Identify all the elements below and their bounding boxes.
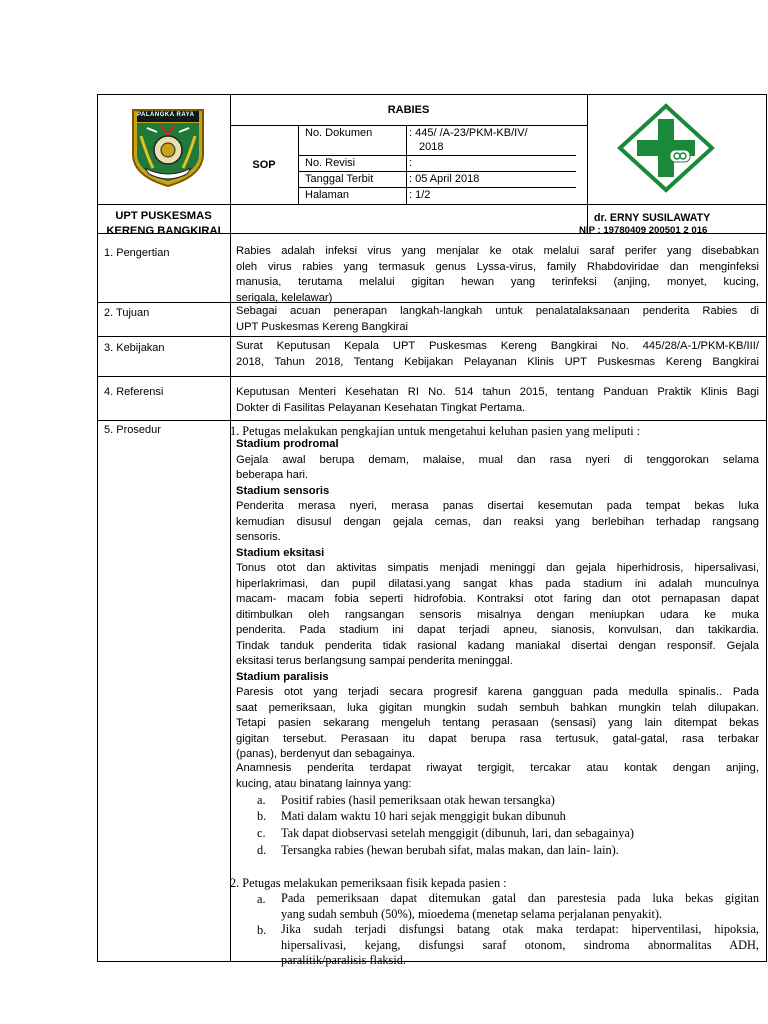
meta-value-no-revisi: : (409, 157, 413, 169)
pengertian-text (236, 244, 759, 306)
section-label-pengertian: 1. Pengertian (104, 247, 170, 259)
text-line: macam- macam fobia seperti hidrofobia. Kontraksi otot faring dan otot pernapasan dapat (236, 593, 759, 605)
text-line: oleh virus rabies yang termasuk genus Lyssa-virus, family Rhabdoviridae dan menginfeksi (236, 260, 759, 273)
list-item: Mati dalam waktu 10 hari sejak menggigit bukan dibunuh (281, 809, 566, 823)
divider (97, 204, 767, 205)
text-line: Sebagai acuan penerapan langkah-langkah untuk penalatalaksanaan penderita Rabies di (236, 305, 759, 317)
kebijakan-text (236, 339, 759, 370)
text-line: penderita. Pada stadium ini dapat terjadi apneu, sianosis, konvulsan, dan takikardia. (236, 624, 759, 636)
divider (406, 125, 407, 204)
org-name-line1: UPT PUSKESMAS (115, 210, 212, 222)
section-label-prosedur: 5. Prosedur (104, 424, 161, 436)
section-label-kebijakan: 3. Kebijakan (104, 342, 165, 354)
section-label-referensi: 4. Referensi (104, 386, 164, 398)
text-line: (panas), berdenyut dan sebagainya. (236, 748, 416, 760)
divider (230, 233, 231, 962)
logo-caption: PALANGKA RAYA (137, 112, 195, 118)
text-line: manusia, terutama melalui gigitan hewan yang terinfeksi (anjing, monyet, kucing, (236, 276, 759, 288)
meta-label-no-revisi: No. Revisi (305, 157, 356, 169)
list-marker: a. (257, 793, 266, 807)
text-line: Pada pemeriksaan dapat ditemukan gatal dan parestesia pada luka bekas gigitan (281, 891, 759, 905)
divider (298, 125, 299, 204)
sop-document (97, 94, 767, 967)
puskesmas-logo (617, 103, 715, 193)
text-line: beberapa hari. (236, 469, 309, 481)
list-item: Tersangka rabies (hewan berubah sifat, malas makan, dan lain- lain). (281, 843, 619, 857)
text-line: UPT Puskesmas Kereng Bangkirai (236, 320, 409, 333)
text-line: Anamnesis penderita terdapat riwayat tergigit, tercakar atau kontak dengan anjing, (236, 762, 759, 774)
text-line: yang sudah sembuh (50%), mioedema (menetap selama perjalanan penyakit). (281, 906, 663, 921)
text-line: Tetapi pasien sekarang mengeluh tentang perasaan (sensasi) yang lain ditempat bekas (236, 717, 759, 729)
divider (97, 336, 767, 337)
signer-nip: NIP : 19780409 200501 2 016 (579, 225, 708, 236)
step2-b-text (281, 922, 759, 969)
referensi-text (236, 385, 759, 416)
org-name-line2: KERENG BANGKIRAI (106, 225, 221, 237)
signer-name: dr. ERNY SUSILAWATY (594, 212, 711, 224)
text-line: hiperlakrimasi, dan pupil dilatasi.yang sangat khas pada stadium ini adalah munculnya (236, 577, 759, 590)
text-line: eksitasi terus berlangsung sampai penderita meninggal. (236, 655, 513, 667)
stadium-sensoris-title: Stadium sensoris (236, 484, 330, 497)
sop-label: SOP (252, 159, 276, 171)
list-marker: d. (257, 843, 267, 857)
list-marker: b. (257, 809, 267, 823)
divider (97, 420, 767, 421)
meta-value-halaman: : 1/2 (409, 189, 431, 201)
text-line: kucing, atau binatang lainnya yang: (236, 777, 412, 790)
divider (97, 376, 767, 377)
meta-value-no-dokumen: : 445/ /A-23/PKM-KB/IV/ (409, 127, 528, 139)
text-line: Surat Keputusan Kepala UPT Puskesmas Kereng Bangkirai No. 445/28/A-1/PKM-KB/III/ (236, 340, 759, 352)
step2-a-text (281, 891, 759, 922)
prosedur-stadium-text (236, 437, 759, 763)
text-line: hipersalivasi, kejang, disfungsi saraf otonom, sindroma abnormalitas ADH, (281, 937, 759, 952)
text-line: Tindak tanduk penderita tidak rasional kadang maniakal disertai dengan responsif. Gejala (236, 639, 759, 652)
text-line: Dokter di Fasilitas Pelayanan Kesehatan Tingkat Pertama. (236, 401, 526, 414)
text-line: Gejala awal berupa demam, malaise, mual dan rasa nyeri di tenggorokan selama (236, 453, 759, 466)
list-marker: a. (257, 892, 266, 906)
section-label-tujuan: 2. Tujuan (104, 307, 150, 319)
text-line: paralitik/paralisis flaksid. (281, 953, 406, 967)
stadium-eksitasi-title: Stadium eksitasi (236, 546, 325, 559)
text-line: 2018, Tahun 2018, Tentang Kebijakan Pelayanan Klinis UPT Puskesmas Kereng Bangkirai (236, 355, 759, 368)
meta-value-tanggal-terbit: : 05 April 2018 (409, 173, 480, 185)
list-item: Positif rabies (hasil pemeriksaan otak hewan tersangka) (281, 793, 555, 807)
text-line: Rabies adalah infeksi virus yang menjalar ke otak melalui saraf perifer yang disebabkan (236, 245, 759, 257)
document-title: RABIES (387, 104, 430, 116)
stadium-paralisis-title: Stadium paralisis (236, 670, 329, 683)
meta-value-no-dokumen-year: 2018 (419, 141, 444, 153)
tujuan-text (236, 304, 759, 335)
text-line: gigitan tersebut. Perasaan itu dapat berupa rasa tertusuk, gatal-gatal, rasa terbakar (236, 732, 759, 745)
list-item: Tak dapat diobservasi setelah menggigit (dibunuh, lari, dan sebagainya) (281, 826, 634, 840)
text-line: Paresis otot yang terjadi secara progresif karena gangguan pada medulla spinalis.. Pada (236, 686, 759, 698)
text-line: serigala, kelelawar) (236, 291, 333, 304)
divider (587, 94, 588, 233)
prosedur-step2: 2. Petugas melakukan pemeriksaan fisik kepada pasien : (230, 876, 507, 890)
text-line: ditimbulkan oleh rangsangan sensoris misalnya dengan meniupkan udara ke muka (236, 608, 759, 621)
anamnesis-text (236, 761, 759, 792)
text-line: Tonus otot dan aktivitas simpatis menjadi meninggi dan gejala hiperhidrosis, hipersalivasi, (236, 562, 759, 574)
text-line: Penderita merasa nyeri, merasa panas disertai kesemutan pada tempat bekas luka (236, 500, 759, 512)
meta-label-tanggal-terbit: Tanggal Terbit (305, 173, 374, 185)
text-line: Jika sudah terjadi disfungsi batang otak maka terdapat: hiperventilasi, hipoksia, (281, 922, 759, 936)
text-line: kemudian disusul dengan gejala cemas, dan reaksi yang berlebihan terhadap rangsang (236, 515, 759, 528)
list-marker: c. (257, 826, 266, 840)
prosedur-step1: 1. Petugas melakukan pengkajian untuk mengetahui keluhan pasien yang meliputi : (230, 424, 641, 438)
meta-label-no-dokumen: No. Dokumen (305, 127, 373, 139)
list-marker: b. (257, 923, 267, 937)
text-line: saat pemeriksaan, luka gigitan mungkin sudah sembuh bahkan mungkin telah dilupakan. (236, 701, 759, 714)
text-line: sensoris. (236, 531, 281, 543)
meta-label-halaman: Halaman (305, 189, 350, 201)
stadium-prodromal-title: Stadium prodromal (236, 438, 339, 450)
text-line: Keputusan Menteri Kesehatan RI No. 514 tahun 2015, tentang Panduan Praktik Klinis Bagi (236, 386, 759, 398)
